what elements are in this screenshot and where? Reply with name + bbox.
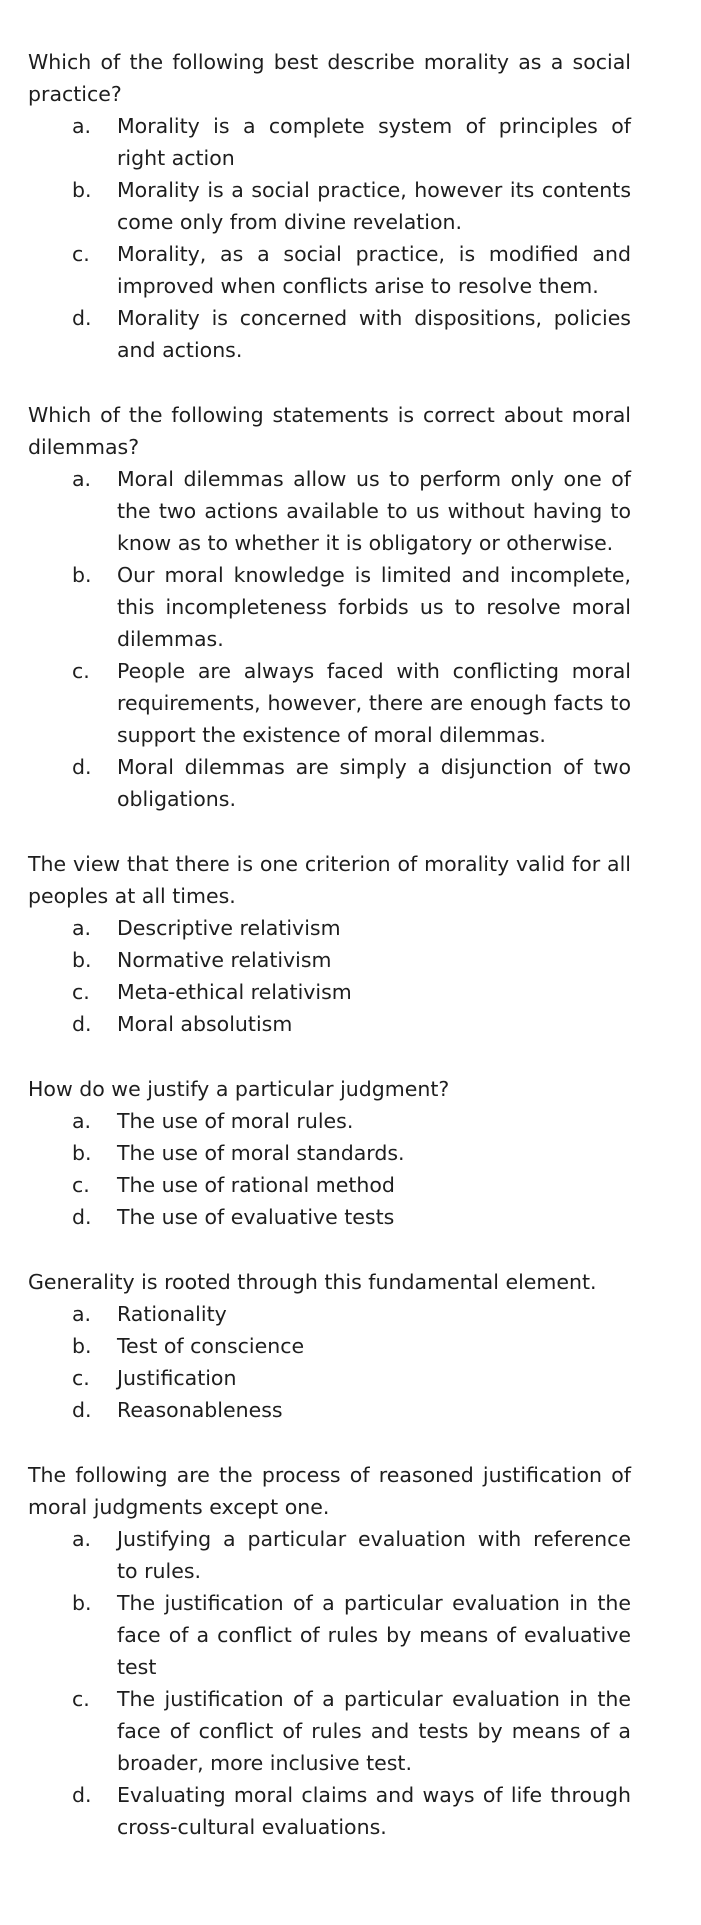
question-5 <box>28 1266 631 1426</box>
option-b <box>28 1137 631 1169</box>
option-text: Descriptive relativism <box>117 916 341 940</box>
option-text: Meta-ethical relativism <box>117 980 352 1004</box>
option-text: Morality is a social practice, however its contents come only from divine revelation. <box>117 178 631 234</box>
option-letter: c. <box>72 659 90 683</box>
option-b <box>28 1587 631 1683</box>
option-a <box>28 463 631 559</box>
option-letter: d. <box>72 1012 92 1036</box>
option-list <box>28 1298 631 1426</box>
option-b <box>28 559 631 655</box>
question-stem: The view that there is one criterion of morality valid for all peoples at all times. <box>28 852 631 908</box>
option-c <box>28 1683 631 1779</box>
option-c <box>28 655 631 751</box>
option-text: Justification <box>117 1366 237 1390</box>
option-text: The use of rational method <box>117 1173 395 1197</box>
option-list <box>28 912 631 1040</box>
option-letter: b. <box>72 1334 92 1358</box>
option-d <box>28 1008 631 1040</box>
option-d <box>28 1201 631 1233</box>
option-text: Moral dilemmas are simply a disjunction of two obligations. <box>117 755 631 811</box>
question-stem: The following are the process of reasoned justification of moral judgments except one. <box>28 1463 631 1519</box>
option-text: Justifying a particular evaluation with reference to rules. <box>117 1527 631 1583</box>
option-letter: b. <box>72 1591 92 1615</box>
option-text: Morality is a complete system of principles of right action <box>117 114 631 170</box>
option-a <box>28 110 631 174</box>
question-4 <box>28 1073 631 1233</box>
option-b <box>28 944 631 976</box>
option-letter: c. <box>72 980 90 1004</box>
option-text: Moral dilemmas allow us to perform only one of the two actions available to us without having to know as to whether it is obligatory or otherwise. <box>117 467 631 555</box>
option-b <box>28 1330 631 1362</box>
option-list <box>28 110 631 366</box>
option-letter: a. <box>72 916 92 940</box>
option-text: Our moral knowledge is limited and incomplete, this incompleteness forbids us to resolve moral dilemmas. <box>117 563 631 651</box>
question-stem: Which of the following statements is correct about moral dilemmas? <box>28 403 631 459</box>
option-list <box>28 463 631 815</box>
question-stem: Which of the following best describe morality as a social practice? <box>28 50 631 106</box>
option-letter: b. <box>72 178 92 202</box>
option-letter: c. <box>72 1687 90 1711</box>
question-2 <box>28 399 631 815</box>
option-letter: a. <box>72 1302 92 1326</box>
option-letter: d. <box>72 755 92 779</box>
option-text: The use of evaluative tests <box>117 1205 395 1229</box>
option-list <box>28 1105 631 1233</box>
option-text: Evaluating moral claims and ways of life through cross-cultural evaluations. <box>117 1783 631 1839</box>
option-letter: b. <box>72 563 92 587</box>
question-3 <box>28 848 631 1040</box>
option-text: Morality, as a social practice, is modified and improved when conflicts arise to resolve them. <box>117 242 631 298</box>
option-a <box>28 1105 631 1137</box>
option-b <box>28 174 631 238</box>
option-text: Rationality <box>117 1302 227 1326</box>
option-text: The justification of a particular evaluation in the face of conflict of rules and tests by means of a broader, more inclusive test. <box>117 1687 631 1775</box>
option-letter: d. <box>72 306 92 330</box>
option-text: The justification of a particular evaluation in the face of a conflict of rules by means of evaluative test <box>117 1591 631 1679</box>
option-d <box>28 751 631 815</box>
option-d <box>28 1779 631 1843</box>
option-text: People are always faced with conflicting moral requirements, however, there are enough facts to support the existence of moral dilemmas. <box>117 659 631 747</box>
option-text: Normative relativism <box>117 948 332 972</box>
option-letter: d. <box>72 1205 92 1229</box>
option-a <box>28 1298 631 1330</box>
option-letter: a. <box>72 114 92 138</box>
question-stem: How do we justify a particular judgment? <box>28 1077 450 1101</box>
option-letter: d. <box>72 1783 92 1807</box>
option-letter: a. <box>72 1527 92 1551</box>
option-c <box>28 238 631 302</box>
option-c <box>28 1169 631 1201</box>
option-d <box>28 1394 631 1426</box>
option-letter: c. <box>72 1173 90 1197</box>
option-c <box>28 1362 631 1394</box>
option-d <box>28 302 631 366</box>
option-a <box>28 1523 631 1587</box>
option-list <box>28 1523 631 1843</box>
question-6 <box>28 1459 631 1843</box>
option-letter: d. <box>72 1398 92 1422</box>
option-letter: b. <box>72 1141 92 1165</box>
option-letter: b. <box>72 948 92 972</box>
option-text: Reasonableness <box>117 1398 283 1422</box>
option-a <box>28 912 631 944</box>
question-1 <box>28 46 631 366</box>
option-letter: c. <box>72 242 90 266</box>
option-text: Moral absolutism <box>117 1012 293 1036</box>
option-letter: c. <box>72 1366 90 1390</box>
option-text: Morality is concerned with dispositions, policies and actions. <box>117 306 631 362</box>
option-letter: a. <box>72 1109 92 1133</box>
option-text: The use of moral standards. <box>117 1141 405 1165</box>
option-text: The use of moral rules. <box>117 1109 354 1133</box>
option-text: Test of conscience <box>117 1334 305 1358</box>
option-c <box>28 976 631 1008</box>
question-stem: Generality is rooted through this fundamental element. <box>28 1270 597 1294</box>
option-letter: a. <box>72 467 92 491</box>
